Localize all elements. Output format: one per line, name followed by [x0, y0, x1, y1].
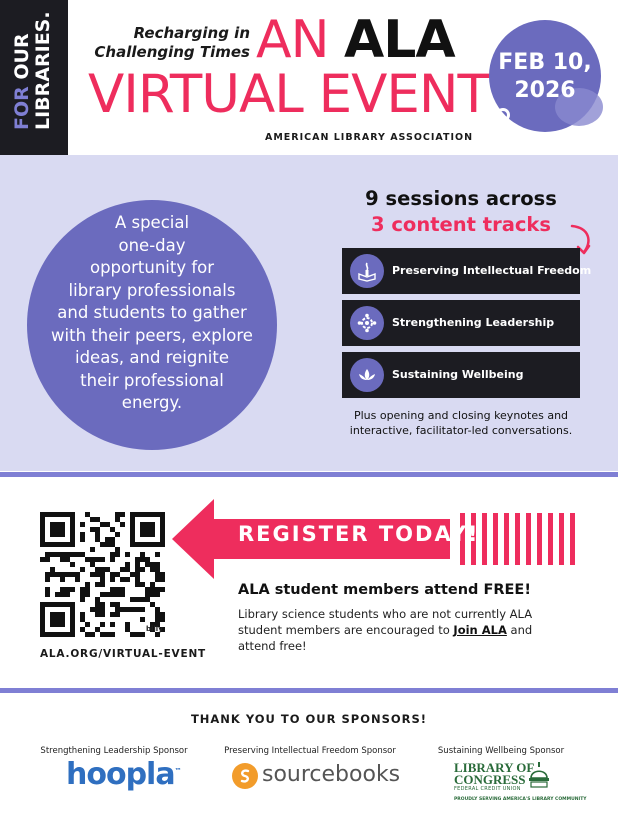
- sponsor-label-leadership: Strengthening Leadership Sponsor: [40, 746, 188, 756]
- sponsor-label-wellbeing: Sustaining Wellbeing Sponsor: [437, 746, 565, 756]
- title-an: AN: [256, 10, 329, 70]
- hoopla-logo[interactable]: hoopla™: [66, 757, 182, 792]
- library-of-congress-fcu-logo[interactable]: LIBRARY OF CONGRESS FEDERAL CREDIT UNION: [454, 760, 535, 792]
- track-sustaining-wellbeing: Sustaining Wellbeing: [342, 352, 580, 398]
- for-our-libraries-text: FOR OUR LIBRARIES.: [11, 11, 54, 130]
- for-our-libraries-bar: [0, 0, 68, 155]
- student-info-text: Library science students who are not currently ALA student members are encouraged to Join ALA and attend free!: [238, 607, 533, 653]
- sourcebooks-logo[interactable]: sourcebooks: [262, 762, 401, 787]
- sourcebooks-logo-icon: [232, 763, 258, 789]
- sponsor-label-intellectual-freedom: Preserving Intellectual Freedom Sponsor: [224, 746, 396, 756]
- sponsors-heading: THANK YOU TO OUR SPONSORS!: [190, 712, 428, 726]
- register-today-button[interactable]: REGISTER TODAY!: [238, 522, 480, 546]
- join-ala-link[interactable]: Join ALA: [453, 623, 507, 637]
- event-title-line2: VIRTUAL EVENT: [88, 64, 489, 125]
- gear-people-icon: [350, 306, 384, 340]
- event-date: FEB 10, 2026: [498, 50, 592, 103]
- section-divider-bottom: [0, 688, 618, 693]
- event-title-line1: [256, 12, 455, 68]
- sessions-heading: 9 sessions across 3 content tracks: [365, 187, 557, 236]
- event-tagline: Recharging in Challenging Times: [94, 24, 250, 61]
- event-url[interactable]: ALA.ORG/VIRTUAL-EVENT: [40, 648, 206, 660]
- event-header: [0, 0, 618, 155]
- intro-text: A special one-day opportunity for library professionals and students to gather with their peers, explore ideas, and reignite their professional energy.: [51, 213, 253, 412]
- qr-code[interactable]: [40, 512, 165, 637]
- lotus-icon: [350, 358, 384, 392]
- title-ala: ALA: [344, 10, 455, 70]
- track-strengthening-leadership: Strengthening Leadership: [342, 300, 580, 346]
- student-free-heading: ALA student members attend FREE!: [238, 582, 531, 598]
- torch-book-icon: [350, 254, 384, 288]
- section-divider-top: [0, 472, 618, 477]
- loc-fcu-tagline: PROUDLY SERVING AMERICA'S LIBRARY COMMUNITY: [454, 797, 587, 802]
- keynotes-note: Plus opening and closing keynotes and interactive, facilitator-led conversations.: [349, 409, 573, 437]
- organization-name: AMERICAN LIBRARY ASSOCIATION: [265, 132, 474, 143]
- qr-brand: billy: [146, 625, 163, 633]
- date-badge-ring: [496, 108, 510, 122]
- capitol-dome-icon: [528, 762, 550, 788]
- track-preserving-intellectual-freedom: Preserving Intellectual Freedom: [342, 248, 580, 294]
